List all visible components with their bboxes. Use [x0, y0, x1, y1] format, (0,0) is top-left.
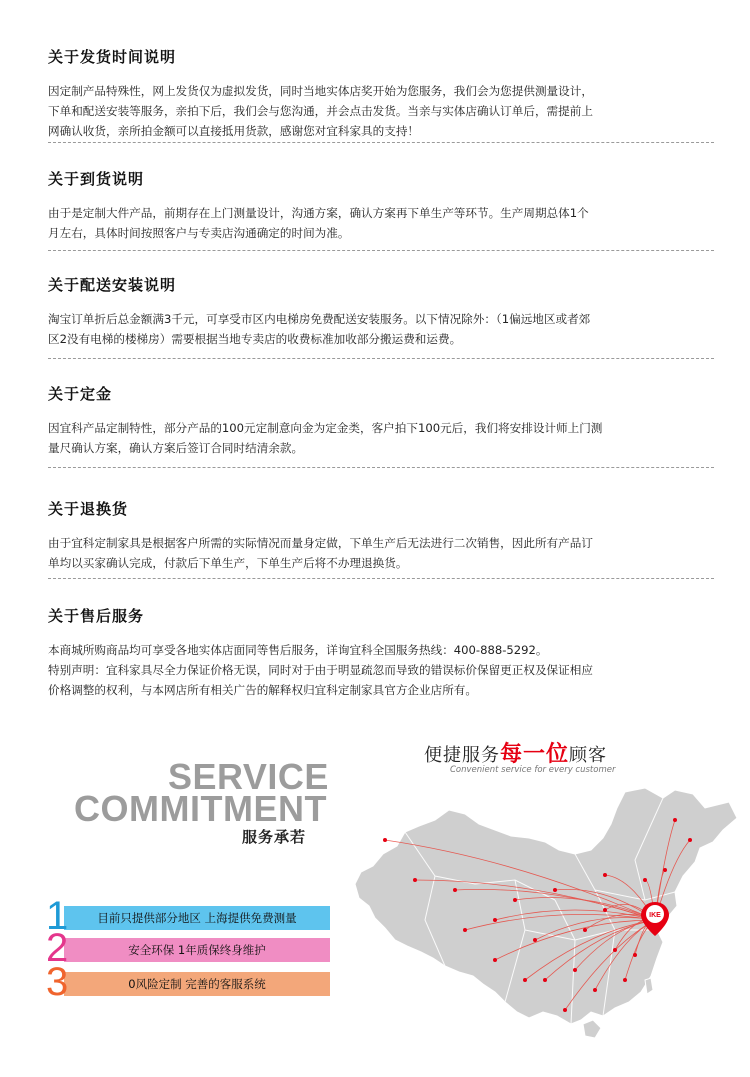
section-line: 网确认收货，亲所拍金额可以直接抵用货款，感谢您对宜科家具的支持！	[48, 124, 420, 138]
commitment-heading: COMMITMENT	[74, 788, 327, 829]
commitment-item	[46, 960, 336, 1004]
info-section	[48, 46, 708, 141]
pin-label: IKE	[649, 912, 661, 919]
section-body	[48, 418, 708, 458]
info-section	[48, 498, 708, 573]
section-divider	[48, 358, 714, 359]
section-line: 本商城所购商品均可享受各地实体店面同等售后服务，详询宜科全国服务热线：400-888-5292。	[48, 643, 548, 657]
info-section	[48, 383, 708, 458]
section-body	[48, 203, 708, 243]
section-line: 因宜科产品定制特性，部分产品的100元定制意向金为定金类，客户拍下100元后，我们将安排设计师上门测	[48, 421, 603, 435]
commitment-bar	[64, 938, 330, 962]
china-map-shape	[355, 788, 737, 1024]
city-dot	[643, 878, 647, 882]
city-dot	[493, 918, 497, 922]
section-line: 由于宜科定制家具是根据客户所需的实际情况而量身定做，下单生产后无法进行二次销售，因此所有产品订	[48, 536, 593, 550]
city-dot	[413, 878, 417, 882]
city-dot	[463, 928, 467, 932]
commitment-text: 目前只提供部分地区 上海提供免费测量	[97, 911, 297, 925]
commitment-number: 2	[46, 926, 69, 970]
city-dot	[523, 978, 527, 982]
section-body	[48, 81, 708, 141]
city-dot	[383, 838, 387, 842]
commitment-number: 3	[46, 960, 69, 1004]
commitment-item	[46, 926, 336, 970]
commitment-bar	[64, 972, 330, 996]
section-line: 特别声明：宜科家具尽全力保证价格无误，同时对于由于明显疏忽而导致的错误标价保留更正权及保证相应	[48, 663, 593, 677]
city-dot	[513, 898, 517, 902]
section-line: 由于是定制大件产品，前期存在上门测量设计，沟通方案，确认方案再下单生产等环节。生产周期总体1个	[48, 206, 589, 220]
section-line: 月左右，具体时间按照客户与专卖店沟通确定的时间为准。	[48, 226, 350, 240]
commitment-bar	[64, 906, 330, 930]
section-body	[48, 309, 708, 349]
china-service-map	[345, 780, 745, 1050]
city-dot	[688, 838, 692, 842]
commitment-number: 1	[46, 894, 69, 938]
map-title: 便捷服务每一位顾客	[424, 742, 608, 767]
info-section	[48, 168, 708, 243]
section-line: 因定制产品特殊性，网上发货仅为虚拟发货，同时当地实体店奖开始为您服务，我们会为您提供测量设计，	[48, 84, 593, 98]
section-title: 关于定金	[48, 385, 113, 403]
section-line: 单均以买家确认完成，付款后下单生产，下单生产后将不办理退换货。	[48, 556, 408, 570]
info-section	[48, 605, 708, 700]
city-dot	[613, 948, 617, 952]
section-divider	[48, 467, 714, 468]
section-line: 价格调整的权利，与本网店所有相关广告的解释权归宜科定制家具官方企业店所有。	[48, 683, 477, 697]
section-line: 下单和配送安装等服务，亲拍下后，我们会与您沟通，并会点击发货。当亲与实体店确认订单后，需提前上	[48, 104, 593, 118]
section-line: 淘宝订单折后总金额满3千元，可享受市区内电梯房免费配送安装服务。以下情况除外：（1偏远地区或者郊	[48, 312, 591, 326]
city-dot	[663, 868, 667, 872]
city-dot	[633, 953, 637, 957]
city-dot	[593, 988, 597, 992]
section-body	[48, 640, 708, 700]
city-dot	[453, 888, 457, 892]
info-section	[48, 274, 708, 349]
city-dot	[553, 888, 557, 892]
city-dot	[673, 818, 677, 822]
section-title: 关于配送安装说明	[48, 276, 177, 294]
city-dot	[573, 968, 577, 972]
section-line: 区2没有电梯的楼梯房）需要根据当地专卖店的收费标准加收部分搬运费和运费。	[48, 332, 462, 346]
city-dot	[583, 928, 587, 932]
city-dot	[543, 978, 547, 982]
commitment-text: 0风险定制 完善的客服系统	[128, 977, 266, 991]
section-divider	[48, 578, 714, 579]
section-divider	[48, 142, 714, 143]
section-title: 关于退换货	[48, 500, 129, 518]
section-body	[48, 533, 708, 573]
city-dot	[603, 908, 607, 912]
city-dot	[623, 978, 627, 982]
city-dot	[603, 873, 607, 877]
city-dot	[493, 958, 497, 962]
service-heading: SERVICE	[168, 756, 329, 797]
city-dot	[563, 1008, 567, 1012]
section-title: 关于售后服务	[48, 607, 145, 625]
map-subtitle: Convenient service for every customer	[450, 765, 616, 775]
section-title: 关于发货时间说明	[48, 48, 177, 66]
section-line: 量尺确认方案，确认方案后签订合同时结清余款。	[48, 441, 304, 455]
section-title: 关于到货说明	[48, 170, 145, 188]
commitment-cn-heading: 服务承若	[242, 828, 307, 846]
commitment-text: 安全环保 1年质保终身维护	[128, 943, 266, 957]
commitment-item	[46, 894, 336, 938]
section-divider	[48, 250, 714, 251]
city-dot	[533, 938, 537, 942]
